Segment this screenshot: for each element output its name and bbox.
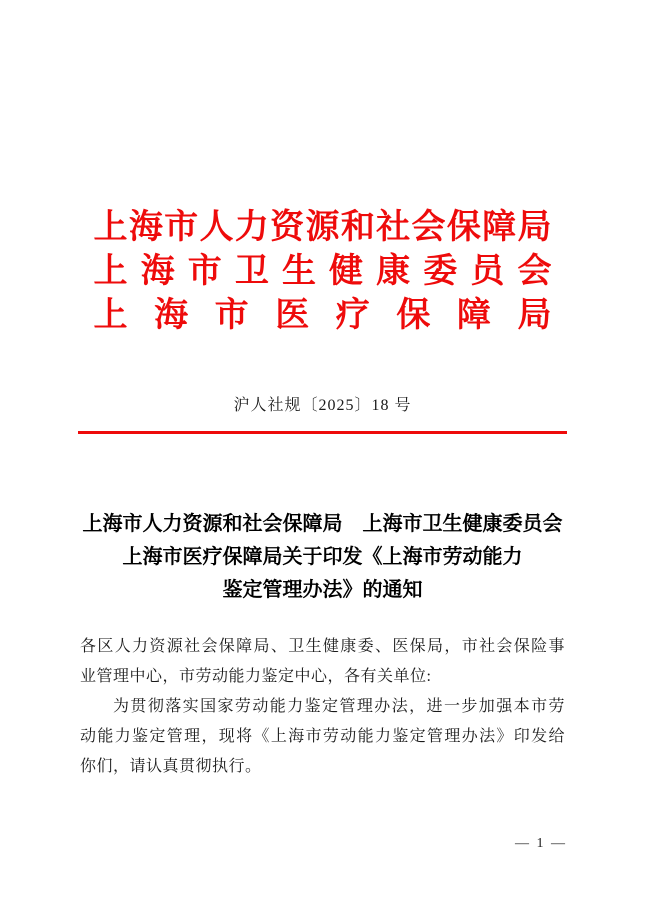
document-body xyxy=(80,632,565,782)
salutation-line-2: 业管理中心，市劳动能力鉴定中心，各有关单位: xyxy=(80,668,432,685)
main-paragraph-line-1: 为贯彻落实国家劳动能力鉴定管理办法，进一步加强本市劳 xyxy=(113,698,565,715)
agency-name-line-2: 上海市卫生健康委员会 xyxy=(93,253,552,290)
agency-name-line-1: 上海市人力资源和社会保障局 xyxy=(93,209,552,246)
salutation-line-1: 各区人力资源社会保障局、卫生健康委、医保局，市社会保险事 xyxy=(80,638,565,655)
main-paragraph-line-3: 你们，请认真贯彻执行。 xyxy=(80,758,262,775)
agency-name-line-3: 上海市医疗保障局 xyxy=(93,297,552,334)
salutation-paragraph xyxy=(80,632,565,692)
document-title-line-1: 上海市人力资源和社会保障局 上海市卫生健康委员会 xyxy=(82,513,563,535)
document-title xyxy=(63,508,583,607)
document-title-line-2: 上海市医疗保障局关于印发《上海市劳动能力 xyxy=(122,546,523,568)
red-divider-line xyxy=(78,431,567,434)
main-paragraph-line-2: 动能力鉴定管理，现将《上海市劳动能力鉴定管理办法》印发给 xyxy=(80,728,565,745)
red-letterhead xyxy=(94,0,552,338)
document-title-line-3: 鉴定管理办法》的通知 xyxy=(222,579,423,601)
document-number: 沪人社规〔2025〕18 号 xyxy=(233,397,412,414)
page-number: — 1 — xyxy=(515,836,567,851)
main-paragraph xyxy=(80,692,565,782)
